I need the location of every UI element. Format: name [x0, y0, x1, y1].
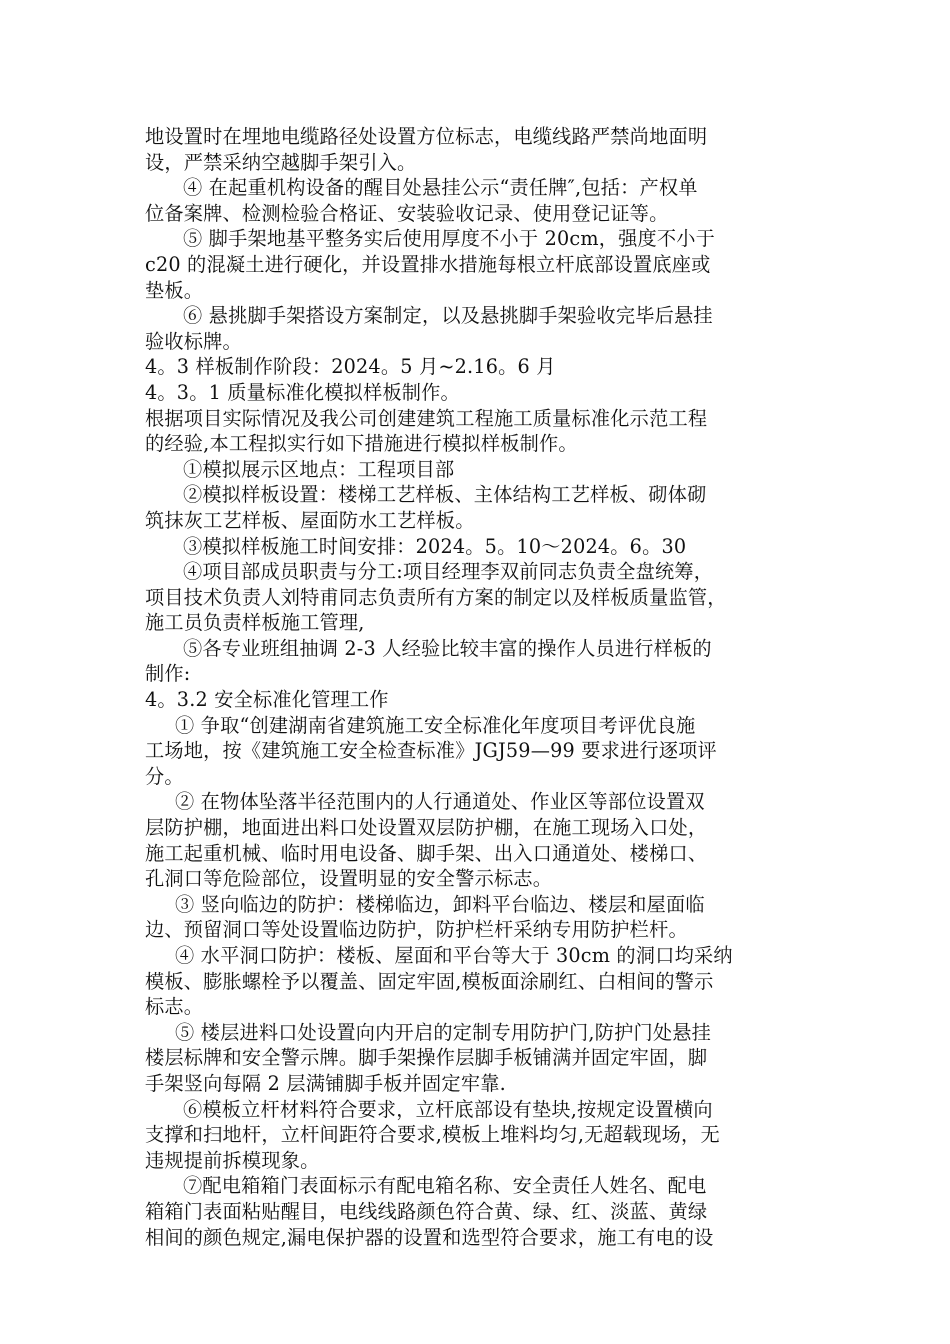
- text-line: ④项目部成员职责与分工:项目经理李双前同志负责全盘统筹，: [183, 560, 714, 584]
- text-line: 项目技术负责人刘特甫同志负责所有方案的制定以及样板质量监管，: [145, 585, 727, 609]
- text-line: ③模拟样板施工时间安排：2024。5。10～2024。6。30: [183, 534, 687, 558]
- text-line: 模板、膨胀螺栓予以覆盖、固定牢固,模板面涂刷红、白相间的警示: [145, 969, 714, 993]
- text-line: 分。: [145, 764, 184, 788]
- text-line: 位备案牌、检测检验合格证、安装验收记录、使用登记证等。: [145, 201, 669, 225]
- text-line: 边、预留洞口等处设置临边防护，防护栏杆采纳专用防护栏杆。: [145, 918, 688, 942]
- text-line: ④ 水平洞口防护：楼板、屋面和平台等大于 30cm 的洞口均采纳: [175, 944, 733, 967]
- text-line: 4。3.2 安全标准化管理工作: [145, 688, 389, 712]
- text-line: ①模拟展示区地点：工程项目部: [183, 457, 455, 481]
- text-line: 楼层标牌和安全警示牌。脚手架操作层脚手板铺满并固定牢固，脚: [145, 1046, 708, 1070]
- text-line: 制作:: [145, 662, 191, 686]
- text-line: 4。3 样板制作阶段：2024。5 月~2.16。6 月: [145, 355, 556, 379]
- text-line: 标志。: [145, 995, 204, 1019]
- text-line: 支撑和扫地杆，立杆间距符合要求,模板上堆料均匀,无超载现场，无: [145, 1123, 720, 1147]
- text-line: 垫板。: [145, 278, 204, 302]
- text-line: 相间的颜色规定,漏电保护器的设置和选型符合要求，施工有电的设: [145, 1225, 714, 1249]
- text-line: c20 的混凝土进行硬化，并设置排水措施每根立杆底部设置底座或: [145, 252, 711, 276]
- text-line: ⑥模板立杆材料符合要求，立杆底部设有垫块,按规定设置横向: [183, 1097, 713, 1121]
- text-line: 的经验,本工程拟实行如下措施进行模拟样板制作。: [145, 432, 578, 456]
- document-body: [145, 124, 815, 1250]
- text-line: 验收标牌。: [145, 329, 242, 353]
- text-line: 地设置时在埋地电缆路径处设置方位标志，电缆线路严禁尚地面明: [145, 125, 708, 148]
- text-line: 4。3。1 质量标准化模拟样板制作。: [145, 380, 460, 404]
- text-line: ② 在物体坠落半径范围内的人行通道处、作业区等部位设置双: [175, 790, 705, 814]
- text-line: 施工起重机械、临时用电设备、脚手架、出入口通道处、楼梯口、: [145, 841, 708, 865]
- text-line: ① 争取“创建湖南省建筑施工安全标准化年度项目考评优良施: [175, 713, 696, 737]
- text-line: ②模拟样板设置：楼梯工艺样板、主体结构工艺样板、砌体砌: [183, 483, 707, 507]
- text-line: 违规提前拆模现象。: [145, 1148, 320, 1172]
- text-line: 箱箱门表面粘贴醒目，电线线路颜色符合黄、绿、红、淡蓝、黄绿: [145, 1199, 708, 1223]
- text-line: 层防护棚，地面进出料口处设置双层防护棚，在施工现场入口处，: [145, 816, 708, 840]
- text-line: ⑦配电箱箱门表面标示有配电箱名称、安全责任人姓名、配电: [183, 1174, 707, 1198]
- text-line: 筑抹灰工艺样板、屋面防水工艺样板。: [145, 508, 475, 532]
- text-line: ⑥ 悬挑脚手架搭设方案制定，以及悬挑脚手架验收完毕后悬挂: [183, 304, 713, 328]
- text-line: ④ 在起重机构设备的醒目处悬挂公示“责任牌″,包括：产权单: [183, 176, 698, 200]
- text-line: ⑤ 脚手架地基平整务实后使用厚度不小于 20cm，强度不小于: [183, 227, 716, 251]
- text-line: 手架竖向每隔 2 层满铺脚手板并固定牢靠.: [145, 1071, 506, 1095]
- text-line: 根据项目实际情况及我公司创建建筑工程施工质量标准化示范工程: [145, 406, 708, 430]
- text-line: 施工员负责样板施工管理,: [145, 611, 365, 635]
- text-line: ③ 竖向临边的防护：楼梯临边，卸料平台临边、楼层和屋面临: [175, 892, 705, 916]
- text-line: ⑤ 楼层进料口处设置向内开启的定制专用防护门,防护门处悬挂: [175, 1020, 712, 1044]
- text-line: 设，严禁采纳空越脚手架引入。: [145, 150, 417, 174]
- text-line: 工场地，按《建筑施工安全检查标准》JGJ59—99 要求进行逐项评: [145, 739, 717, 763]
- text-line: 孔洞口等危险部位，设置明显的安全警示标志。: [145, 867, 553, 891]
- text-line: ⑤各专业班组抽调 2-3 人经验比较丰富的操作人员进行样板的: [183, 636, 712, 660]
